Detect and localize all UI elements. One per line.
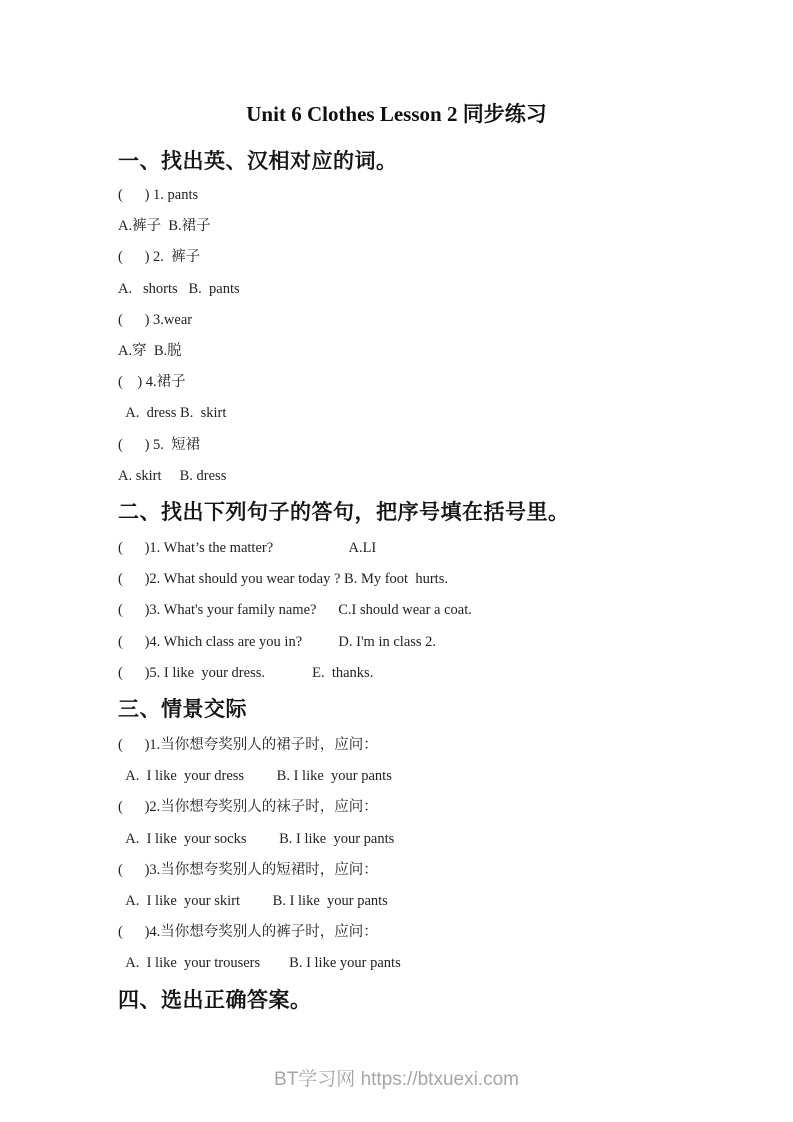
worksheet-line: ( )4.当你想夸奖别人的裤子时，应问： bbox=[118, 924, 378, 941]
section-heading: 三、情景交际 bbox=[118, 697, 247, 722]
worksheet-line: ( )4. Which class are you in? D. I'm in class 2. bbox=[118, 633, 437, 650]
worksheet-line: ( )5. I like your dress. E. thanks. bbox=[118, 664, 374, 681]
worksheet-line: ( ) 1. pants bbox=[118, 187, 199, 203]
page-title: Unit 6 Clothes Lesson 2 同步练习 bbox=[246, 102, 547, 126]
worksheet-sections bbox=[0, 146, 793, 1016]
worksheet-line: ( )2. What should you wear today ? B. My foot hurts. bbox=[118, 571, 448, 588]
section-heading: 一、找出英、汉相对应的词。 bbox=[118, 149, 398, 173]
worksheet-line: ( )3.当你想夸奖别人的短裙时，应问： bbox=[118, 861, 378, 878]
worksheet-line: ( )3. What's your family name? C.I should wear a coat. bbox=[118, 602, 472, 619]
worksheet-line: ( ) 2. 裤子 bbox=[118, 249, 201, 266]
worksheet-line: A. I like your socks B. I like your pants bbox=[118, 830, 395, 847]
worksheet-line: A. dress B. skirt bbox=[118, 405, 227, 422]
worksheet-line: ( ) 5. 短裙 bbox=[118, 436, 201, 453]
worksheet-line: ( )1.当你想夸奖别人的裙子时，应问： bbox=[118, 737, 378, 754]
worksheet-line: A.裤子 B.裙子 bbox=[118, 218, 211, 235]
worksheet-line: ( )1. What’s the matter? A.LI bbox=[118, 540, 377, 557]
section-heading: 二、找出下列句子的答句，把序号填在括号里。 bbox=[118, 500, 570, 525]
footer-watermark-text: BT学习网 https://btxuexi.com bbox=[274, 1069, 519, 1090]
worksheet-line: ( ) 4.裙子 bbox=[118, 374, 186, 391]
worksheet-line: A. I like your trousers B. I like your pants bbox=[118, 955, 401, 972]
footer bbox=[0, 1064, 793, 1091]
worksheet-line: A. skirt B. dress bbox=[118, 467, 227, 484]
section-heading: 四、选出正确答案。 bbox=[118, 987, 312, 1012]
worksheet-line: A. shorts B. pants bbox=[118, 280, 240, 297]
worksheet-line: A.穿 B.脱 bbox=[118, 343, 182, 360]
worksheet-line: A. I like your skirt B. I like your pants bbox=[118, 893, 388, 910]
worksheet-line: A. I like your dress B. I like your pants bbox=[118, 768, 392, 785]
worksheet-line: ( )2.当你想夸奖别人的袜子时，应问： bbox=[118, 799, 378, 816]
worksheet-line: ( ) 3.wear bbox=[118, 311, 193, 328]
